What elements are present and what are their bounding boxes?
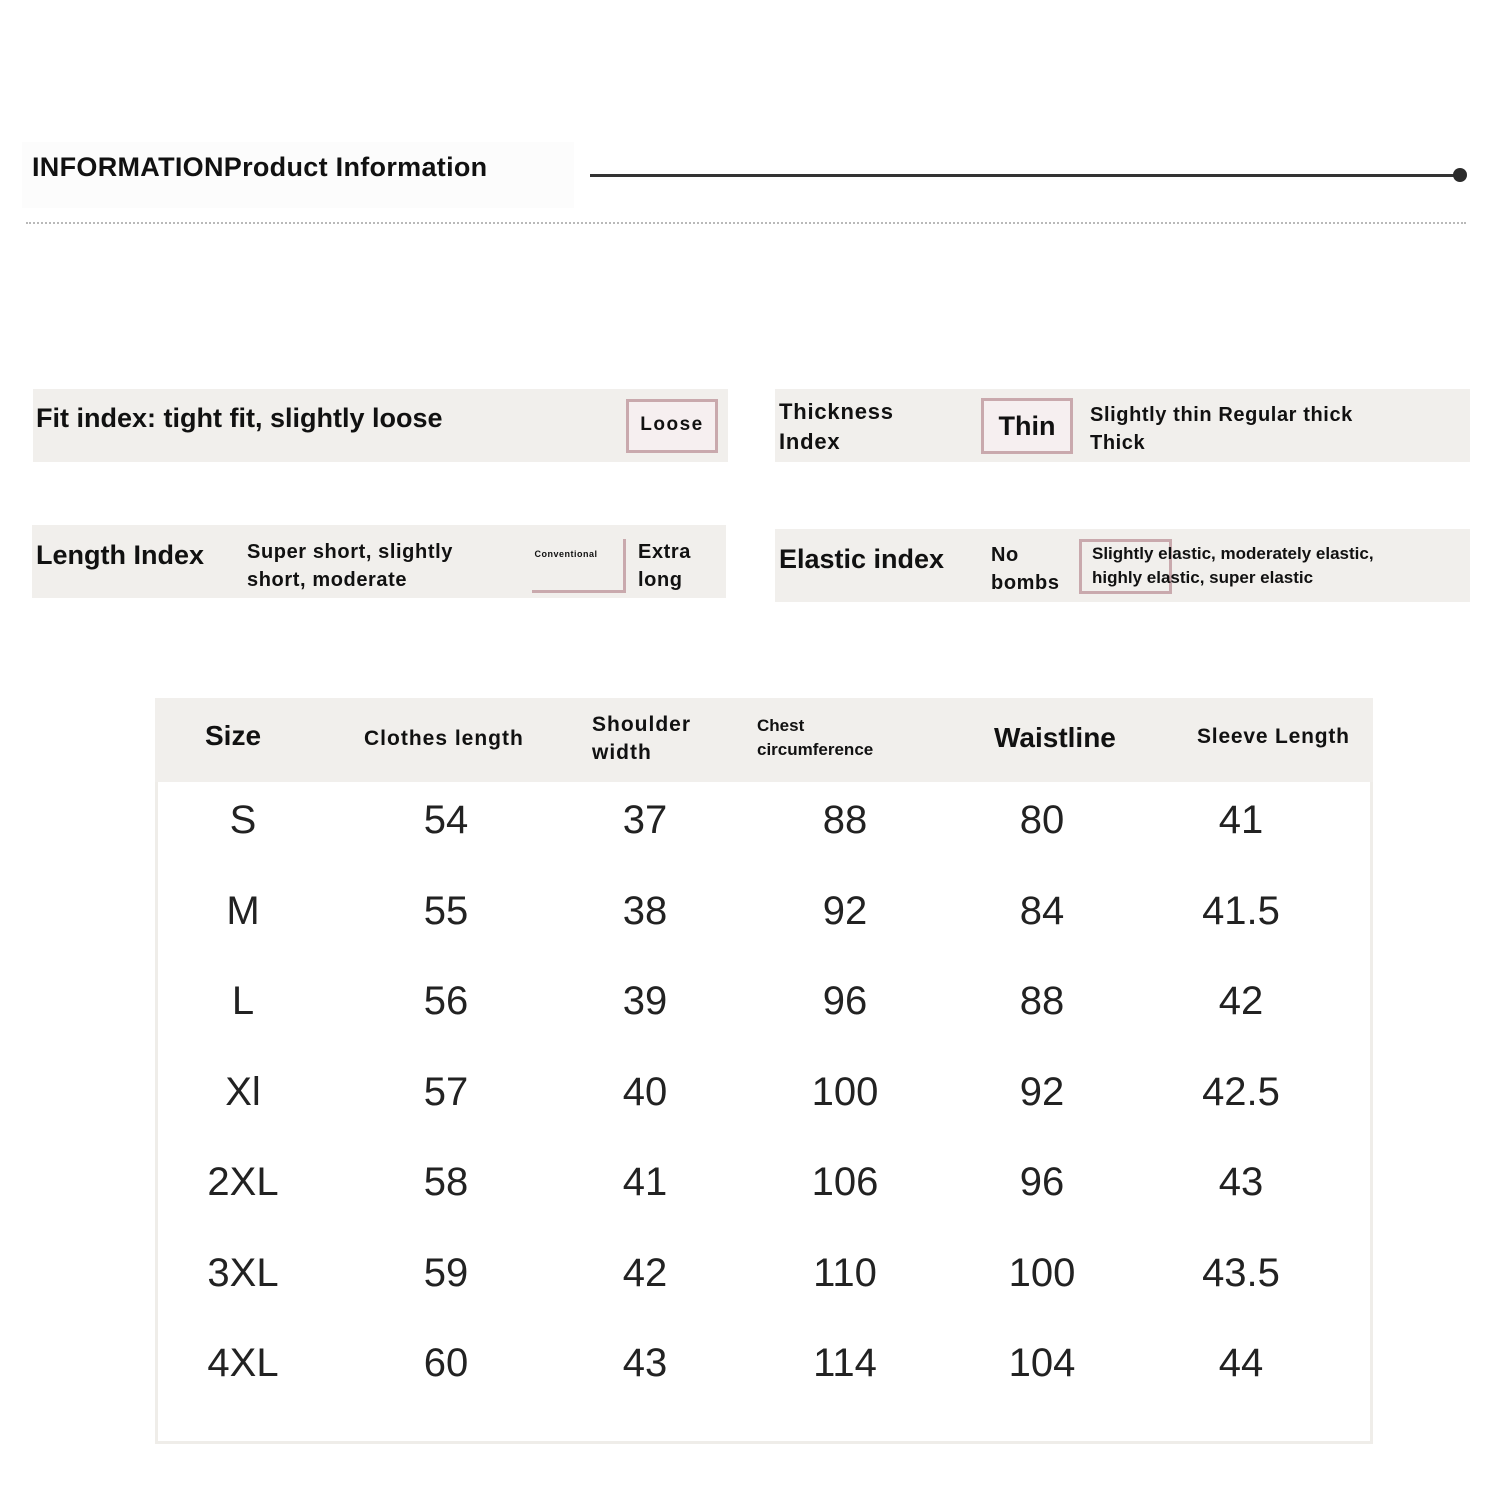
cell-size: 3XL [207, 1250, 279, 1295]
cell-size: 4XL [207, 1341, 279, 1385]
cell-shoulder-width: 41 [622, 1160, 668, 1204]
cell-waistline: 96 [1019, 1160, 1065, 1204]
cell-sleeve-length: 42 [1218, 979, 1264, 1023]
length-options-line2: short, moderate [247, 569, 408, 591]
cell-waistline: 104 [1008, 1341, 1076, 1385]
fit-selected-value: Loose [640, 414, 704, 435]
cell-clothes-length: 56 [423, 979, 469, 1023]
cell-size: M [226, 888, 260, 933]
cell-size: L [231, 979, 255, 1023]
header-clothes-length: Clothes length [364, 727, 524, 750]
elastic-options [1092, 542, 1374, 590]
elastic-index-panel [775, 529, 1470, 602]
section-title: INFORMATIONProduct Information [32, 152, 488, 182]
elastic-none-line1: No [991, 544, 1019, 566]
length-options [247, 538, 453, 594]
cell-size: 2XL [207, 1160, 279, 1204]
header-rule [590, 174, 1458, 177]
header-shoulder-width [592, 711, 691, 767]
cell-shoulder-width: 43 [622, 1341, 668, 1385]
thickness-options [1090, 401, 1353, 457]
header-shoulder-line1: Shoulder [592, 713, 692, 736]
elastic-index-label: Elastic index [779, 544, 945, 574]
cell-sleeve-length: 43 [1218, 1160, 1264, 1204]
cell-clothes-length: 59 [423, 1250, 469, 1295]
cell-shoulder-width: 40 [622, 1069, 668, 1114]
length-extra-line2: long [638, 569, 683, 591]
thickness-selected-value: Thin [998, 411, 1056, 441]
length-selected-value: Conventional [534, 549, 598, 559]
cell-sleeve-length: 43.5 [1202, 1250, 1280, 1295]
cell-size: S [229, 798, 257, 842]
cell-clothes-length: 58 [423, 1160, 469, 1204]
cell-waistline: 88 [1019, 979, 1065, 1023]
header-chest-line1: Chest [757, 716, 805, 735]
cell-waistline: 80 [1019, 798, 1065, 842]
header-waistline: Waistline [994, 722, 1116, 753]
cell-sleeve-length: 42.5 [1202, 1069, 1280, 1114]
cell-sleeve-length: 44 [1218, 1341, 1264, 1385]
size-table-header [155, 698, 1373, 782]
length-extra-line1: Extra [638, 541, 692, 563]
header-rule-dot-icon [1453, 168, 1467, 182]
cell-sleeve-length: 41 [1218, 798, 1264, 842]
elastic-none-line2: bombs [991, 572, 1060, 594]
cell-waistline: 84 [1019, 888, 1065, 933]
cell-chest-circumference: 106 [811, 1160, 879, 1204]
thickness-label-line2: Index [779, 429, 841, 454]
cell-shoulder-width: 42 [622, 1250, 668, 1295]
elastic-options-line1: Slightly elastic, moderately elastic, [1092, 544, 1374, 563]
elastic-options-line2: highly elastic, super elastic [1092, 568, 1314, 587]
cell-chest-circumference: 92 [822, 888, 868, 933]
cell-chest-circumference: 100 [811, 1069, 879, 1114]
cell-chest-circumference: 110 [813, 1250, 877, 1295]
cell-sleeve-length: 41.5 [1202, 888, 1280, 933]
fit-index-label: Fit index: tight fit, slightly loose [36, 403, 443, 433]
header-shoulder-line2: width [592, 741, 652, 764]
header-chest-line2: circumference [757, 740, 874, 759]
cell-waistline: 100 [1008, 1250, 1076, 1295]
cell-shoulder-width: 38 [622, 888, 668, 933]
cell-clothes-length: 55 [423, 888, 469, 933]
length-options-line1: Super short, slightly [247, 541, 453, 563]
cell-chest-circumference: 114 [813, 1341, 877, 1385]
thickness-selected-box [981, 398, 1073, 454]
length-extra-long [638, 538, 691, 594]
thickness-options-line2: Thick [1090, 432, 1146, 454]
cell-clothes-length: 54 [423, 798, 469, 842]
cell-shoulder-width: 39 [622, 979, 668, 1023]
fit-selected-box [626, 399, 718, 453]
length-index-panel [32, 525, 726, 598]
elastic-none [991, 541, 1060, 597]
header-sleeve-length: Sleeve Length [1197, 725, 1350, 748]
cell-size: Xl [225, 1069, 261, 1114]
thickness-options-line1: Slightly thin Regular thick [1090, 404, 1353, 426]
length-index-label: Length Index [36, 540, 204, 570]
length-selected-box [532, 539, 626, 593]
cell-chest-circumference: 88 [822, 798, 868, 842]
thickness-index-panel [775, 389, 1470, 462]
cell-waistline: 92 [1019, 1069, 1065, 1114]
cell-clothes-length: 60 [423, 1341, 469, 1385]
dotted-divider [26, 222, 1466, 224]
cell-clothes-length: 57 [423, 1069, 469, 1114]
cell-chest-circumference: 96 [822, 979, 868, 1023]
thickness-label-line1: Thickness [779, 399, 894, 424]
header-size: Size [205, 720, 262, 751]
cell-shoulder-width: 37 [622, 798, 668, 842]
header-chest-circumference [757, 714, 873, 762]
fit-index-panel [33, 389, 728, 462]
thickness-index-label [779, 397, 894, 457]
